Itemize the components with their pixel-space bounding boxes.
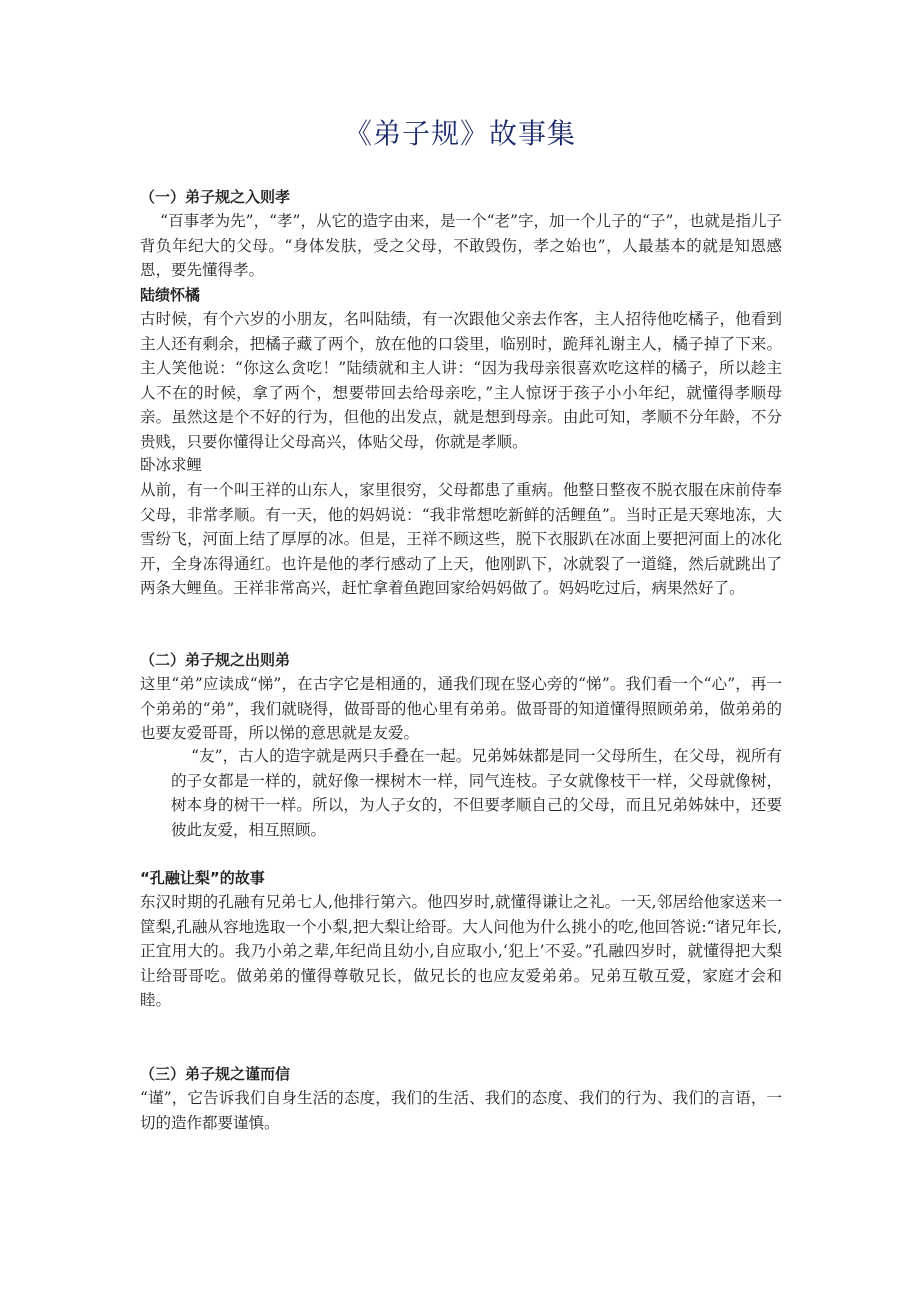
- story3-title: “孔融让梨”的故事: [140, 869, 265, 887]
- section3-heading: （三）弟子规之谨而信: [140, 1065, 291, 1083]
- section2-friend-paragraph: “友”，古人的造字就是两只手叠在一起。兄弟姊妹都是同一父母所生，在父母，视所有的子女都是一样的，就好像一棵树木一样，同气连枝。子女就像枝干一样，父母就像树，树本身的树干一样。所以，为人子女的，不但要孝顺自己的父母，而且兄弟姊妹中，还要彼此友爱，相互照顾。: [171, 747, 782, 839]
- story2-title: 卧冰求鲤: [140, 456, 203, 474]
- story1-title: 陆绩怀橘: [140, 286, 201, 304]
- story2-text: 从前，有一个叫王祥的山东人，家里很穷，父母都患了重病。他整日整夜不脱衣服在床前侍奉父母，非常孝顺。有一天，他的妈妈说：“我非常想吃新鲜的活鲤鱼”。当时正是天寒地冻，大雪纷飞，河面上结了厚厚的冰。但是，王祥不顾这些，脱下衣服趴在冰面上要把河面上的冰化开，全身冻得通红。也许是他的孝行感动了上天，他刚趴下，冰就裂了一道缝，然后就跳出了两条大鲤鱼。王祥非常高兴，赶忙拿着鱼跑回家给妈妈做了。妈妈吃过后，病果然好了。: [140, 481, 782, 597]
- section1-heading: （一）弟子规之入则孝: [140, 188, 291, 206]
- section3-intro: “谨”，它告诉我们自身生活的态度，我们的生活、我们的态度、我们的行为、我们的言语，一切的造作都要谨慎。: [140, 1089, 782, 1132]
- section2-heading: （二）弟子规之出则弟: [140, 651, 291, 669]
- section2-intro: 这里“弟”应读成“悌”，在古字它是相通的，通我们现在竖心旁的“悌”。我们看一个“心”，再一个弟弟的“弟”，我们就晓得，做哥哥的他心里有弟弟。做哥哥的知道懂得照顾弟弟，做弟弟的也要友爱哥哥，所以悌的意思就是友爱。: [140, 675, 782, 742]
- section1-intro: “百事孝为先”，“孝”，从它的造字由来，是一个“老”字，加一个儿子的“子”，也就是指儿子背负年纪大的父母。“身体发肤，受之父母，不敢毁伤，孝之始也”，人最基本的就是知恩感恩，要先懂得孝。: [140, 212, 782, 279]
- document-title: 《弟子规》故事集: [343, 117, 576, 150]
- story1-text: 古时候，有个六岁的小朋友，名叫陆绩，有一次跟他父亲去作客，主人招待他吃橘子，他看到主人还有剩余，把橘子藏了两个，放在他的口袋里，临别时，跪拜礼谢主人，橘子掉了下来。主人笑他说：“你这么贪吃！”陆绩就和主人讲：“因为我母亲很喜欢吃这样的橘子，所以趁主人不在的时候，拿了两个，想要带回去给母亲吃，”主人惊讶于孩子小小年纪，就懂得孝顺母亲。虽然这是个不好的行为，但他的出发点，就是想到母亲。由此可知，孝顺不分年龄，不分贵贱，只要你懂得让父母高兴，体贴父母，你就是孝顺。: [140, 310, 782, 451]
- story3-text: 东汉时期的孔融有兄弟七人,他排行第六。他四岁时,就懂得谦让之礼。一天,邻居给他家送来一筐梨,孔融从容地选取一个小梨,把大梨让给哥。大人问他为什么挑小的吃,他回答说:“诸兄年长,正宜用大的。我乃小弟之辈,年纪尚且幼小,自应取小,‘犯上’不妥。”孔融四岁时，就懂得把大梨让给哥哥吃。做弟弟的懂得尊敬兄长，做兄长的也应友爱弟弟。兄弟互敬互爱，家庭才会和睦。: [140, 893, 782, 1009]
